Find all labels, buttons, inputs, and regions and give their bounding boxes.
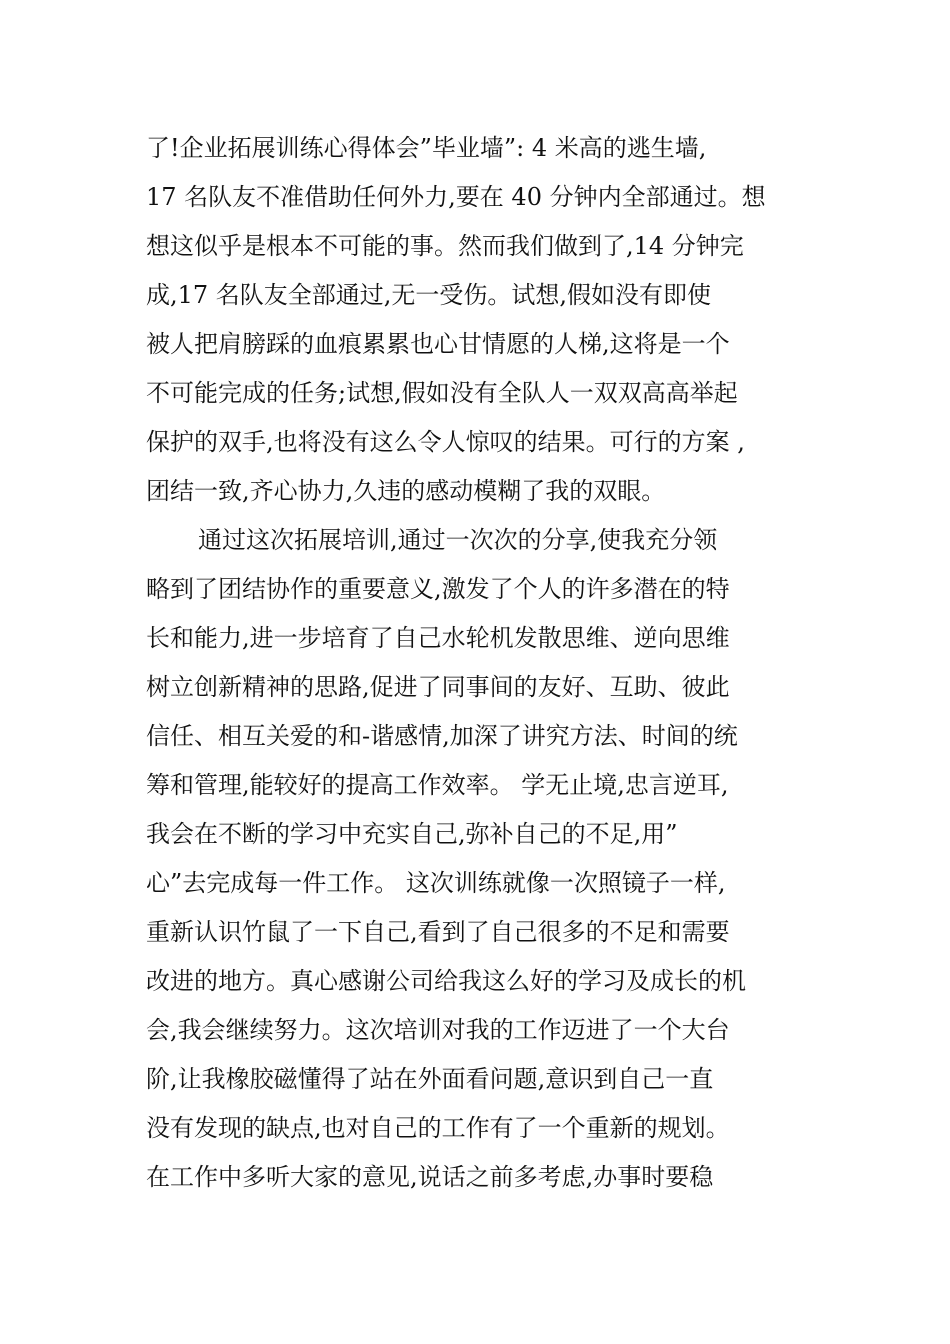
text-line: 阶,让我橡胶磁懂得了站在外面看问题,意识到自己一直 <box>146 1065 714 1093</box>
text-line: 重新认识竹鼠了一下自己,看到了自己很多的不足和需要 <box>146 918 730 946</box>
text-line: 想这似乎是根本不可能的事。然而我们做到了,14 分钟完 <box>146 232 744 260</box>
text-line: 长和能力,进一步培育了自己水轮机发散思维、逆向思维 <box>146 624 730 652</box>
text-line: 没有发现的缺点,也对自己的工作有了一个重新的规划。 <box>146 1114 730 1142</box>
text-line: 筹和管理,能较好的提高工作效率。 学无止境,忠言逆耳, <box>146 771 729 799</box>
body-text <box>146 124 836 1202</box>
text-line: 在工作中多听大家的意见,说话之前多考虑,办事时要稳 <box>146 1163 714 1191</box>
text-line: 团结一致,齐心协力,久违的感动模糊了我的双眼。 <box>146 477 666 505</box>
text-line: 改进的地方。真心感谢公司给我这么好的学习及成长的机 <box>146 967 746 995</box>
text-line: 保护的双手,也将没有这么令人惊叹的结果。可行的方案 , <box>146 428 745 456</box>
text-line: 略到了团结协作的重要意义,激发了个人的许多潜在的特 <box>146 575 730 603</box>
text-line: 17 名队友不准借助任何外力,要在 40 分钟内全部通过。想 <box>146 183 766 211</box>
paragraph-start-line: 通过这次拓展培训,通过一次次的分享,使我充分领 <box>198 526 718 554</box>
text-line: 树立创新精神的思路,促进了同事间的友好、互助、彼此 <box>146 673 730 701</box>
text-line: 信任、相互关爱的和-谐感情,加深了讲究方法、时间的统 <box>146 722 738 750</box>
text-line: 我会在不断的学习中充实自己,弥补自己的不足,用” <box>146 820 678 848</box>
text-line: 不可能完成的任务;试想,假如没有全队人一双双高高举起 <box>146 379 738 407</box>
text-line: 成,17 名队友全部通过,无一受伤。试想,假如没有即使 <box>146 281 712 309</box>
text-line: 被人把肩膀踩的血痕累累也心甘情愿的人梯,这将是一个 <box>146 330 730 358</box>
text-line: 心”去完成每一件工作。 这次训练就像一次照镜子一样, <box>146 869 726 897</box>
text-line: 了!企业拓展训练心得体会”毕业墙”: 4 米高的逃生墙, <box>146 134 707 162</box>
text-line: 会,我会继续努力。这次培训对我的工作迈进了一个大台 <box>146 1016 730 1044</box>
